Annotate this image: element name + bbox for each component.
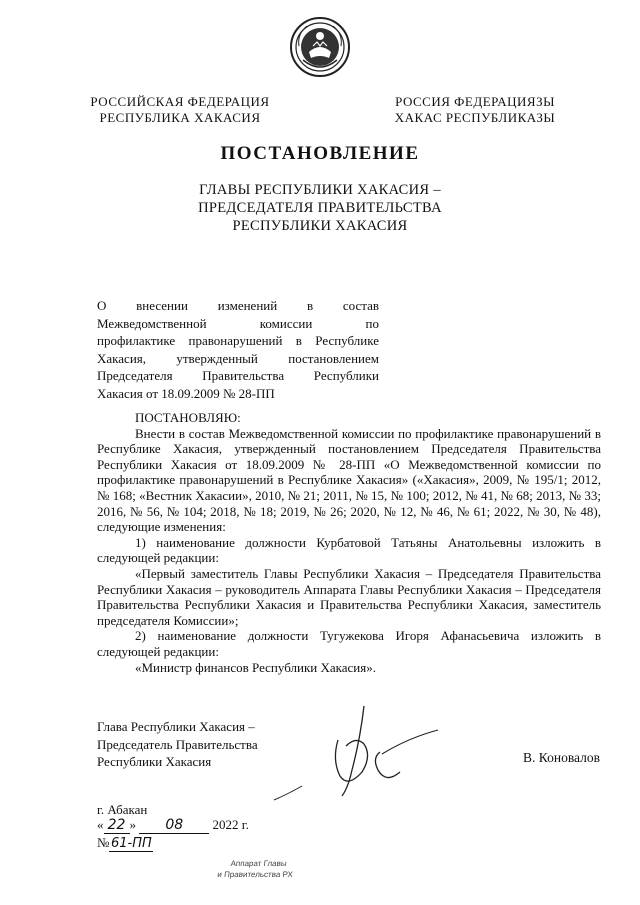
subtitle-line3: РЕСПУБЛИКИ ХАКАСИЯ bbox=[232, 218, 408, 234]
body-paragraph-3: «Первый заместитель Главы Республики Хакасия – Председателя Правительства Республики Хакасия – руководитель Аппарата Главы Республики Хакасия – Председателя Правительства Республики Хакасия и Правительства Республики Хакасия, заместитель председателя Комиссии»; bbox=[97, 565, 601, 628]
handwritten-signature bbox=[268, 700, 448, 810]
header-left bbox=[80, 94, 280, 126]
subject-line5: Председателя Правительства Республики bbox=[97, 368, 379, 383]
document-subject bbox=[97, 297, 379, 402]
document-title: ПОСТАНОВЛЕНИЕ bbox=[220, 143, 420, 164]
stamp-line2: и Правительства РХ bbox=[216, 870, 294, 879]
header-right-line1: РОССИЯ ФЕДЕРАЦИЯЗЫ bbox=[395, 94, 555, 109]
body-paragraph-1: Внести в состав Межведомственной комиссии по профилактике правонарушений в Республике Хакасия, утвержденный постановлением Председателя Правительства Республики Хакасия от 18.09.2009 № 28-ПП «О Межведомственной комиссии по профилактике правонарушений в Республике Хакасия» («Хакасия», 2009, № 195/1; 2012, № 168; «Вестник Хакасии», 2010, № 21; 2011, № 15, № 100; 2012, № 41, № 68; 2013, № 33; 2016, № 56, № 104; 2018, № 18; 2019, № 26; 2020, № 12, № 46, № 61; 2022, № 30, № 48), следующие изменения: bbox=[97, 425, 601, 535]
date-year: 2022 г. bbox=[212, 817, 249, 832]
signatory-name: В. Коновалов bbox=[523, 750, 600, 765]
subject-line3: профилактике правонарушений в Республике bbox=[97, 333, 379, 348]
header-left-line2: РЕСПУБЛИКА ХАКАСИЯ bbox=[99, 110, 261, 125]
document-number bbox=[97, 835, 197, 853]
document-body bbox=[97, 410, 601, 675]
registration-stamp bbox=[217, 858, 295, 880]
header-left-line1: РОССИЙСКАЯ ФЕДЕРАЦИЯ bbox=[90, 94, 270, 109]
issue-date bbox=[97, 817, 297, 835]
body-paragraph-2: 1) наименование должности Курбатовой Татьяны Анатольевны изложить в следующей редакции: bbox=[97, 534, 601, 566]
stamp-line1: Аппарат Главы bbox=[230, 859, 288, 868]
signatory-line2: Председатель Правительства bbox=[97, 736, 258, 752]
decree-word: ПОСТАНОВЛЯЮ: bbox=[135, 410, 241, 425]
header-right-line2: ХАКАС РЕСПУБЛИКАЗЫ bbox=[394, 110, 556, 125]
number-prefix: № bbox=[97, 835, 110, 850]
document-subtitle bbox=[0, 181, 640, 235]
subject-line1: О внесении изменений в состав bbox=[97, 298, 379, 313]
date-close-quote: » bbox=[129, 817, 136, 832]
date-day: 22 bbox=[104, 817, 130, 834]
header-right bbox=[370, 94, 580, 126]
subtitle-line1: ГЛАВЫ РЕСПУБЛИКИ ХАКАСИЯ – bbox=[199, 182, 441, 198]
date-month: 08 bbox=[139, 817, 209, 834]
issue-place: г. Абакан bbox=[97, 802, 148, 817]
subject-line4: Хакасия, утвержденный постановлением bbox=[97, 350, 379, 366]
body-paragraph-4: 2) наименование должности Тугужекова Игоря Афанасьевича изложить в следующей редакции: bbox=[97, 628, 601, 659]
number-value: 61-ПП bbox=[111, 836, 152, 851]
emblem-icon bbox=[289, 16, 351, 78]
date-open-quote: « bbox=[97, 817, 104, 832]
signatory-line3: Республики Хакасия bbox=[97, 754, 212, 769]
subject-line2: Межведомственной комиссии по bbox=[97, 315, 379, 331]
subject-line6: Хакасия от 18.09.2009 № 28-ПП bbox=[97, 385, 275, 401]
body-paragraph-5: «Министр финансов Республики Хакасия». bbox=[135, 659, 376, 675]
signatory-line1: Глава Республики Хакасия – bbox=[97, 719, 255, 734]
subtitle-line2: ПРЕДСЕДАТЕЛЯ ПРАВИТЕЛЬСТВА bbox=[198, 200, 442, 216]
